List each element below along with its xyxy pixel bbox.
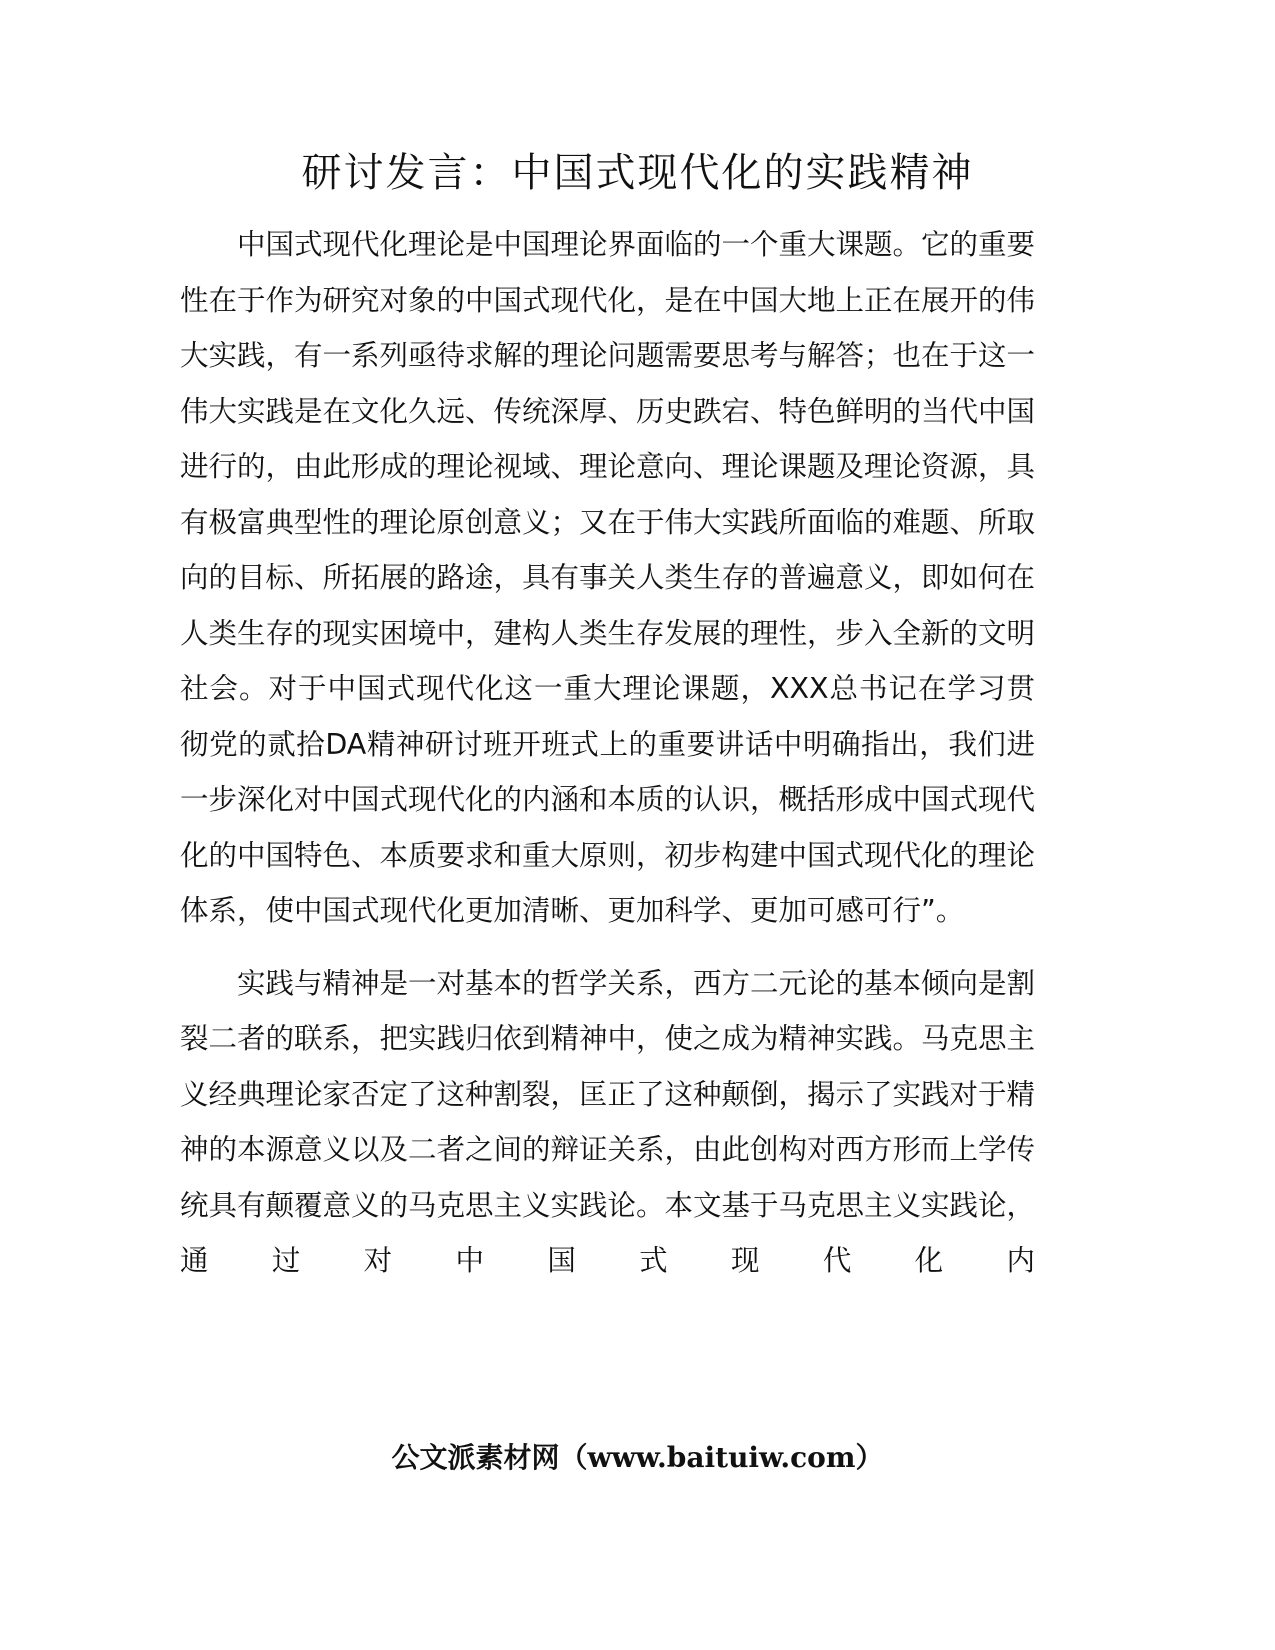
paragraph-2: 实践与精神是一对基本的哲学关系，西方二元论的基本倾向是割裂二者的联系，把实践归依到精神中，使之成为精神实践。马克思主义经典理论家否定了这种割裂，匡正了这种颠倒，揭示了实践对于精神的本源意义以及二者之间的辩证关系，由此创构对西方形而上学传统具有颠覆意义的马克思主义实践论。本文基于马克思主义实践论，通过对中国式现代化内	[180, 966, 1036, 1277]
footer-source: 公文派素材网（www.baituiw.com）	[391, 1441, 884, 1474]
document-body	[180, 217, 1035, 1289]
document-title: 研讨发言：中国式现代化的实践精神	[301, 150, 974, 196]
paragraph-1: 中国式现代化理论是中国理论界面临的一个重大课题。它的重要性在于作为研究对象的中国式现代化，是在中国大地上正在展开的伟大实践，有一系列亟待求解的理论问题需要思考与解答；也在于这一伟大实践是在文化久远、传统深厚、历史跌宕、特色鲜明的当代中国进行的，由此形成的理论视域、理论意向、理论课题及理论资源，具有极富典型性的理论原创意义；又在于伟大实践所面临的难题、所取向的目标、所拓展的路途，具有事关人类生存的普遍意义，即如何在人类生存的现实困境中，建构人类生存发展的理性，步入全新的文明社会。对于中国式现代化这一重大理论课题，XXX总书记在学习贯彻党的贰拾DA精神研讨班开班式上的重要讲话中明确指出，我们进一步深化对中国式现代化的内涵和本质的认识，概括形成中国式现代化的中国特色、本质要求和重大原则，初步构建中国式现代化的理论体系，使中国式现代化更加清晰、更加科学、更加可感可行”。	[180, 228, 1036, 927]
